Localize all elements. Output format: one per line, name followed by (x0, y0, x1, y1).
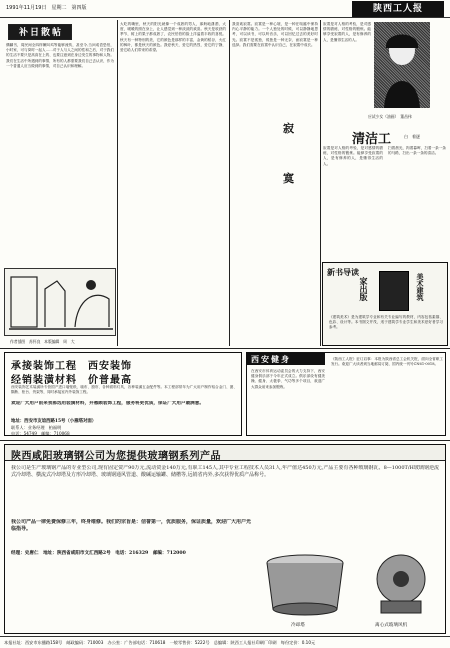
profile-poem: 扫着晨光，拘着暮晖，扫着一条一条的马路，扫出一条一条的清洁。 (388, 146, 446, 156)
glass-ad-caption-right: 离心式玻璃风机 (375, 623, 408, 628)
divider (0, 348, 450, 349)
book-ad-publisher: 家出版 (359, 277, 369, 301)
feature-title-top: 寂 (283, 122, 294, 135)
decor-ad-contact: 联系人：业务经理 柏福明 (11, 425, 62, 430)
decor-ad-line1: 承接装饰工程 西安装饰 (11, 361, 132, 372)
book-ad-side: 美术建筑 (416, 273, 425, 301)
glass-ad-caption-left: 冷却塔 (291, 623, 305, 628)
column-badge (8, 24, 72, 40)
profile-byline: 白 着逐 (404, 134, 420, 139)
page-header (0, 0, 450, 18)
feature-title-bottom: 寞 (283, 172, 294, 185)
divider (229, 20, 230, 346)
profile-text: 寂寞是对人格的考验，是对感情的磨练，对性格的锻炼。能够享受寂寞的人，是有修养的人，是懂得生活的人。 (323, 22, 371, 42)
decor-ad-welcome: 欢迎广大用户前来我部选用装潢材料，并惠顾装饰工程，服务将更优质，保证广大用户最满意。 (11, 401, 204, 406)
decor-ad-address: 地址：西安市友谊西路15号（小雁塔对面） (11, 419, 97, 424)
glass-ad-slogan: 我公司产品一律免费保修三年，终身维修。我们的宗旨是：信誉第一，优质服务，保证质量，欢迎广大用户光临指导。 (11, 519, 251, 532)
decor-ad (4, 352, 242, 436)
health-right-body: 《陕西工人报》征订启事：本报为陕西省总工会机关报，面向全省职工发行。欢迎广大读者到当地邮局订阅，国内统一刊号CN61-0018。 (331, 357, 443, 367)
profile-title: 清洁工 (352, 132, 392, 147)
cooling-tower-illustration (255, 549, 355, 619)
glass-ad-address: 经理：史唐仁 地址：陕西省咸阳市文汇西路2号 电话：216329 邮编：712000 (11, 551, 186, 556)
portrait-caption: 应试少女（油画） 董昌伟 (368, 114, 412, 119)
glass-ad-headline: 陕西咸阳玻璃钢公司为您提供玻璃钢系列产品 (11, 451, 221, 462)
illustration-box (4, 268, 116, 336)
decor-ad-body: 西安装饰艺术装潢所专营国产进口墙壁纸、墙布、窗帘、各种面料灯具，各种装潢五金配件等。本工程部常年为广大用户制作铝合金门、窗、隔断、柜台、货架等，同时承接室内外装饰工程。 (11, 385, 237, 395)
masthead: 陕西工人报 (352, 1, 444, 17)
divider (320, 20, 321, 346)
divider (0, 440, 450, 441)
page-footer: 本报社址：西安市东播路158号 邮政编码：710003 办公室：广告部电话：710618 一般零售价：5222号 总编辑：陕西工人报社印刷厂印刷 每份定价：0.10元 (0, 636, 450, 648)
centrifugal-fan-illustration (361, 549, 441, 619)
middle-column-text: 大吃的嘴里，秋天的阳光就像一个成熟的男人，那般地潇洒，大度，暖暖的照在身上，让人感觉到一种淡淡的欢喜。秋天是收获的季节，树上的果子都成熟了，农民伯伯的脸上洋溢着丰收的喜悦。秋天有一种特别的美，它的颜色是那样的丰富，金黄的稻谷，火红的枫叶，都是秋天的颜色。我爱秋天，爱它的热烈，爱它的宁静，爱它给人们带来的希望。 (120, 22, 226, 53)
date-line: 1991年11月19日 星期二 第四版 (6, 5, 87, 11)
portrait-photo (374, 22, 430, 108)
illustration-caption: 作者插图 苏怀良 本版编辑 周 大 (10, 339, 75, 344)
glass-ad (4, 444, 446, 634)
profile-body: 寂寞是对人格的考验，是对感情的磨练，对性格的锻炼。能够享受寂寞的人，是有修养的人，是懂得生活的人。 (323, 146, 383, 166)
book-ad (322, 262, 448, 346)
book-ad-title: 新书导读 (327, 267, 359, 277)
health-column (246, 352, 446, 436)
health-body: 在西安市体育运动委员会的大力支持下，西安健身俱乐部于今年正式成立。俱乐部设有健美操、健身、太极拳、气功等多个项目，欢迎广大群众前来参加锻炼。 (251, 369, 325, 389)
health-title-bar (247, 353, 325, 365)
glass-ad-headline-bar (5, 445, 445, 461)
divider (117, 20, 118, 346)
glass-ad-body: 我公司是生产玻璃钢产品的专业型公司,现有固定资产90万元,流动资金140万元,有职工145人,其中专业工程技术人员31人,年产值达450万元,产品主要有各种玻璃钢瓦、8—1000T/H玻璃钢逆流式冷却塔、横流式冷却塔及方形冷却塔、玻璃钢通风管道、酸碱运输罐、储槽等,远销省内外,多次获得优质产品称号。 (11, 465, 439, 478)
book-cover (379, 271, 409, 311)
decor-ad-line2: 经销装潢材料 价普最高 (11, 375, 132, 386)
health-title: 西安健身 (251, 354, 291, 364)
portrait-figure (374, 22, 430, 108)
decor-ad-phone: 电话：54749 邮编：710068 (11, 431, 70, 436)
column-badge-text: 补日散帖 (18, 28, 63, 38)
feature-text: 我喜欢寂寞。寂寞是一种心境，是一种在喧嚣中保持内心平静的能力。一个人独处的时候，可以静静地思考，可以读书，可以听音乐，可以回忆过去的美好时光。寂寞不是孤独，孤独是一种无奈，而寂寞是一种选择。我们需要在寂寞中认识自己，在寂寞中成长。 (232, 22, 318, 47)
left-essay-text: 偶翻书，周民间全四梓嫩叫鸡等能够流传，甚至今,当问成语恐怕，小时家，可与岗时一起人……对于人与人之间的性和之后，对于我们的生活不要只是高高在上的、也要注意到在身边发生的事物和人物。我们在生活中所遇到的事情，所有的人都需要我们自己去认识，作为一个普通人应当做到的事情，对自己认识和理解。 (6, 43, 114, 68)
book-ad-text: 《建筑美术》是为建筑学专业和有关专业编写的教材，内容包括素描、色彩、设计等。本书图文并茂，适于建筑学专业学生和美术爱好者学习参考。 (329, 315, 443, 330)
illustration (5, 269, 117, 337)
